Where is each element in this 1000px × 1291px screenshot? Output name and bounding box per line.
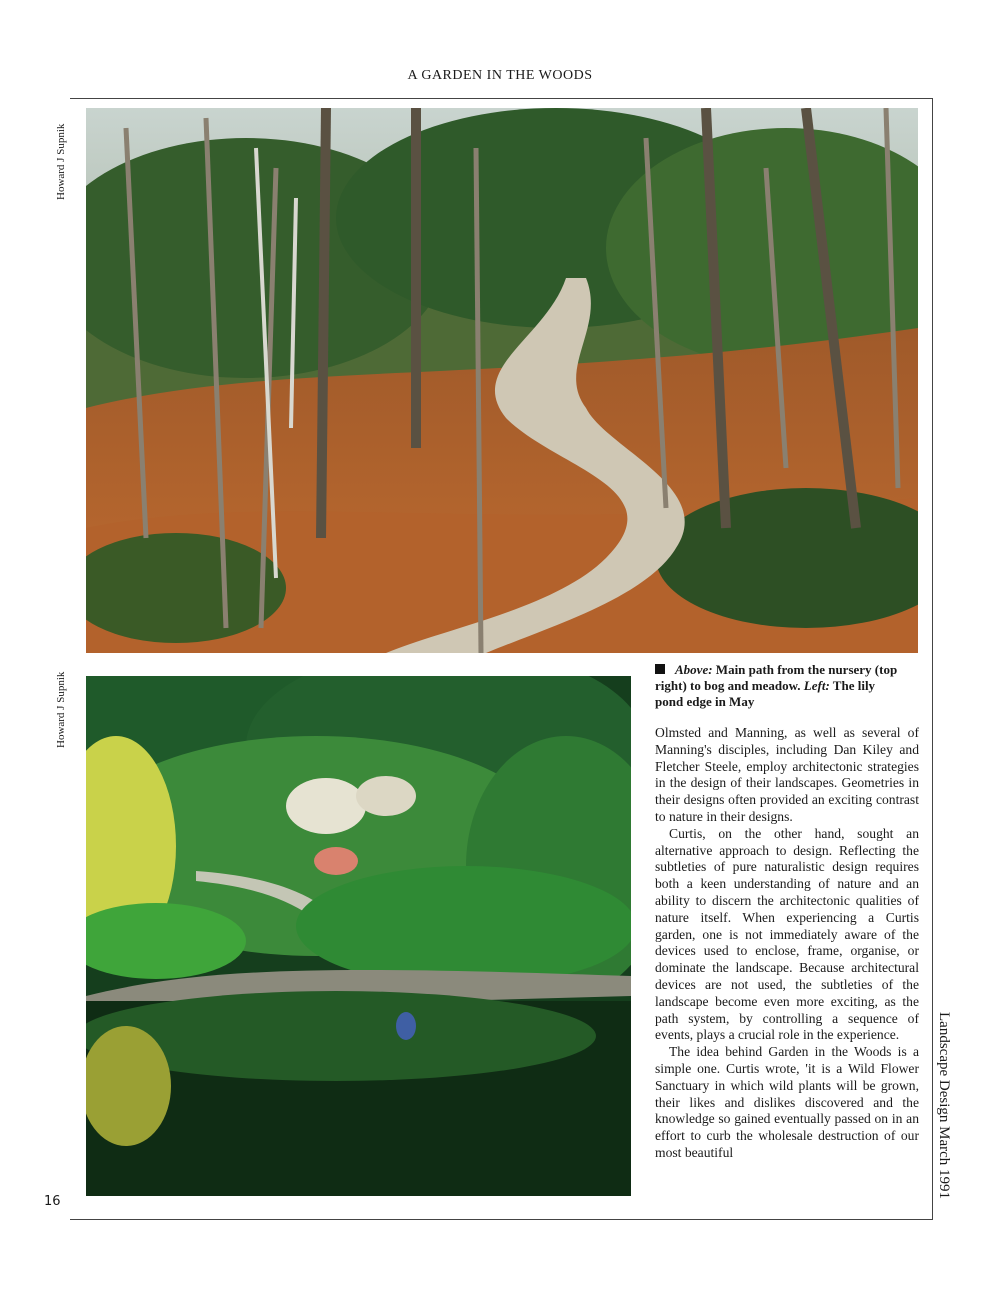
page-number: 16 — [44, 1194, 61, 1209]
caption-left-text: The lily pond edge in May — [655, 678, 876, 709]
caption-left-label: Left: — [803, 678, 830, 693]
body-paragraph: Curtis, on the other hand, sought an alternative approach to design. Reflecting the subtleties of pure naturalistic design requires both a keen understanding of nature and an ability to discern the architectonic qualities of nature itself. When experiencing a Curtis garden, one is not immediately aware of the devices used to enclose, frame, organise, or dominate the landscape. Because architectural devices are not used, the subtleties of the landscape become even more exciting, as the path system, by controlling a sequence of events, plays a crucial role in the experience. — [655, 825, 919, 1043]
caption-above-text: Main path from the nursery (top right) to bog and meadow. — [655, 662, 898, 693]
body-paragraph: Olmsted and Manning, as well as several of Manning's disciples, including Dan Kiley and Fletcher Steele, employ architectonic strategies in the design of their landscapes. Geometries in their designs often provided an exciting contrast to nature in their designs. — [655, 725, 919, 824]
photo-caption — [655, 662, 903, 710]
photo-credit-top: Howard J Supnik — [55, 123, 67, 200]
body-paragraph: The idea behind Garden in the Woods is a simple one. Curtis wrote, 'it is a Wild Flower Sanctuary in which wild plants will be grown, their likes and dislikes discovered and the knowledge so gained eventually passed on in an effort to curb the wholesale destruction of our most beautiful — [655, 1044, 919, 1160]
running-head: A GARDEN IN THE WOODS — [407, 68, 593, 83]
frame-rule-top — [70, 98, 933, 99]
forest-path-photo — [86, 108, 918, 653]
frame-rule-right — [932, 98, 933, 1220]
lily-pond-photo — [86, 676, 631, 1196]
caption-bullet-icon — [655, 664, 665, 674]
frame-rule-bottom — [70, 1219, 933, 1220]
caption-above-label: Above: — [675, 662, 713, 677]
article-body — [655, 725, 919, 1162]
journal-footer: Landscape Design March 1991 — [936, 1012, 952, 1200]
photo-credit-bottom: Howard J Supnik — [55, 671, 67, 748]
